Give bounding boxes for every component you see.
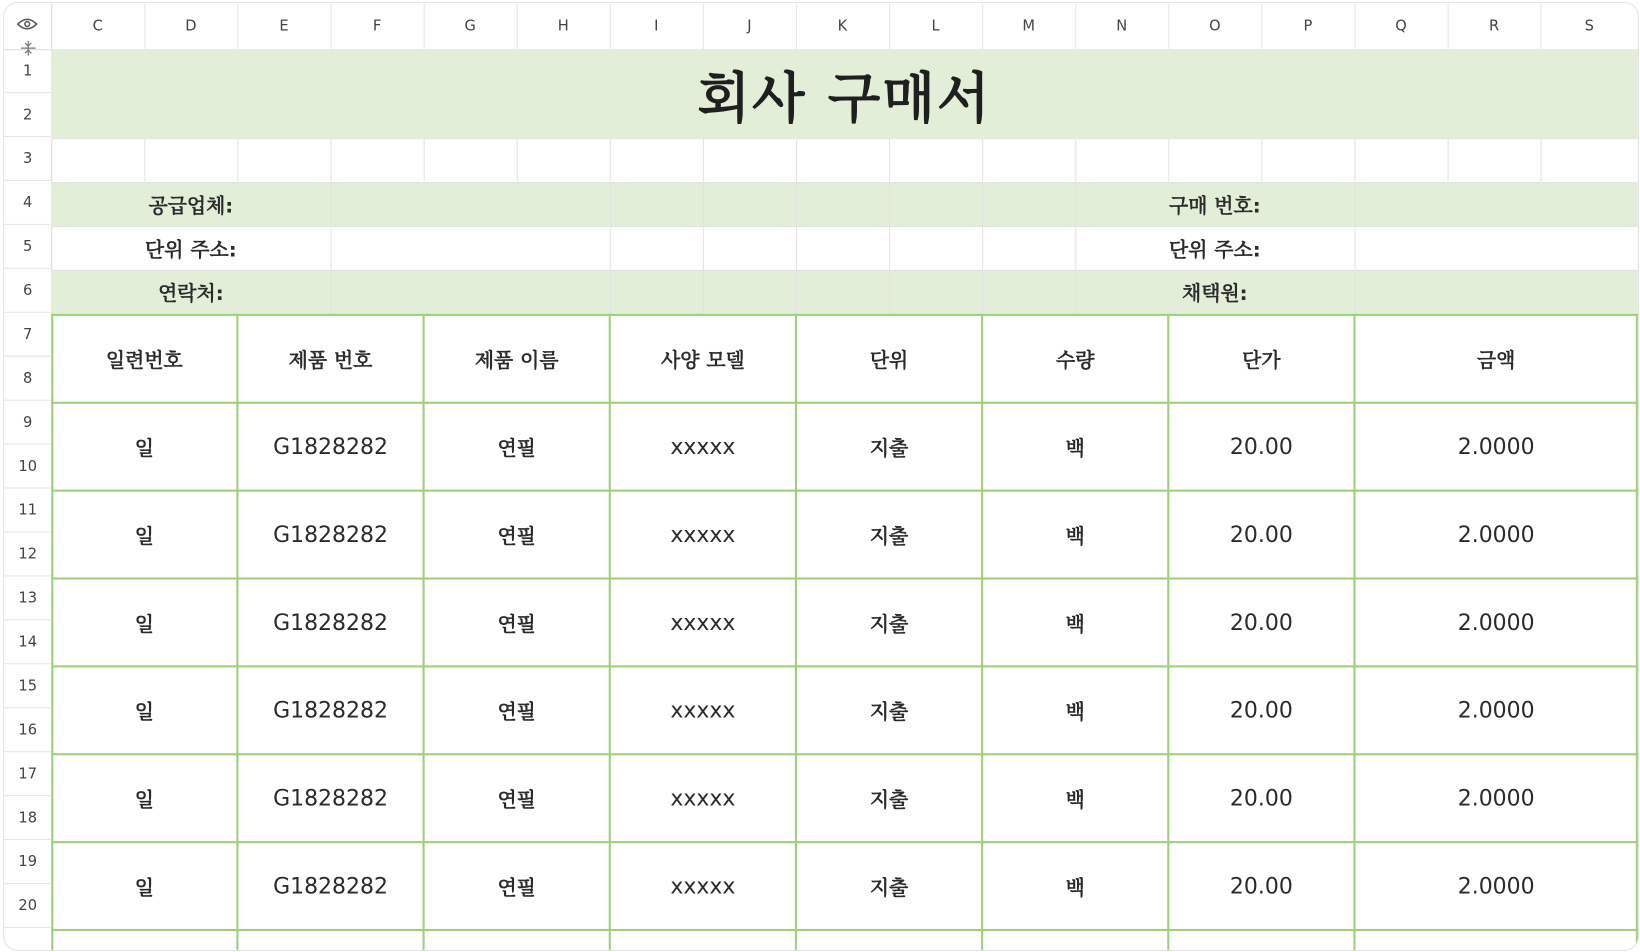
header-unit-price: 단가 <box>1242 348 1281 372</box>
row-header[interactable]: 7 <box>4 313 51 357</box>
table-cell[interactable]: G1828282 <box>273 434 388 460</box>
table-cell[interactable]: xxxxx <box>670 434 736 460</box>
table-cell[interactable]: G1828282 <box>273 522 388 548</box>
column-header-bar <box>4 3 1638 50</box>
table-cell[interactable]: xxxxx <box>670 697 736 723</box>
eye-icon[interactable] <box>17 18 38 31</box>
address-label-right: 단위 주소: <box>1168 237 1261 262</box>
po-number-label: 구매 번호: <box>1168 194 1261 218</box>
table-cell[interactable]: 지출 <box>869 436 909 460</box>
table-cell[interactable]: 20.00 <box>1229 873 1293 899</box>
header-spec-model: 사양 모델 <box>661 348 745 372</box>
buyer-label: 채택원: <box>1182 281 1248 305</box>
contact-label: 연락처: <box>158 281 224 305</box>
table-cell[interactable]: 2.0000 <box>1457 873 1535 899</box>
row-header[interactable]: 16 <box>4 708 51 752</box>
header-product-name: 제품 이름 <box>474 348 559 372</box>
row-header[interactable]: 11 <box>4 489 51 533</box>
table-cell[interactable]: 일 <box>134 524 154 548</box>
table-cell[interactable]: 일 <box>134 436 154 460</box>
table-cell[interactable]: xxxxx <box>670 522 736 548</box>
row-header-bar <box>4 49 52 950</box>
column-header[interactable]: I <box>610 3 704 49</box>
table-cell[interactable]: 2.0000 <box>1457 609 1535 636</box>
column-header[interactable]: J <box>703 3 797 49</box>
column-header[interactable]: G <box>424 3 518 49</box>
column-header[interactable]: E <box>237 3 331 49</box>
column-header[interactable]: R <box>1448 3 1542 49</box>
column-header[interactable]: D <box>144 3 238 49</box>
row-header[interactable]: 5 <box>4 225 51 269</box>
select-all-corner[interactable] <box>4 3 52 49</box>
table-cell[interactable]: xxxxx <box>670 873 736 899</box>
column-header[interactable]: N <box>1075 3 1169 49</box>
table-cell[interactable]: 연필 <box>497 524 536 548</box>
row-header[interactable]: 12 <box>4 532 51 576</box>
row-header[interactable]: 8 <box>4 357 51 401</box>
column-header[interactable]: S <box>1584 17 1594 35</box>
table-cell[interactable]: 20.00 <box>1229 697 1293 723</box>
table-cell[interactable]: 백 <box>1065 700 1085 724</box>
table-cell[interactable]: 2.0000 <box>1457 434 1535 460</box>
table-cell[interactable]: 백 <box>1065 612 1085 636</box>
table-cell[interactable]: 일 <box>134 788 154 812</box>
row-header[interactable]: 2 <box>4 93 51 137</box>
address-label-left: 단위 주소: <box>145 237 237 262</box>
table-cell[interactable]: 연필 <box>497 876 536 900</box>
table-cell[interactable]: 2.0000 <box>1457 785 1535 811</box>
header-unit: 단위 <box>869 348 909 372</box>
table-cell[interactable]: 연필 <box>497 700 536 724</box>
table-cell[interactable]: 백 <box>1065 436 1085 460</box>
table-cell[interactable]: G1828282 <box>273 697 388 723</box>
row-header[interactable]: 10 <box>4 445 51 489</box>
header-amount: 금액 <box>1476 348 1516 372</box>
row-header[interactable]: 6 <box>4 269 51 313</box>
table-cell[interactable]: 일 <box>134 700 154 724</box>
column-header[interactable]: O <box>1168 3 1262 49</box>
row-header[interactable]: 1 <box>4 49 51 93</box>
column-header[interactable]: F <box>331 3 425 49</box>
row-header[interactable]: 18 <box>4 796 51 840</box>
table-cell[interactable]: 백 <box>1065 788 1085 812</box>
header-quantity: 수량 <box>1056 348 1095 372</box>
table-cell[interactable]: 연필 <box>497 436 536 460</box>
table-cell[interactable]: 일 <box>134 876 154 900</box>
row-header[interactable]: 3 <box>4 137 51 181</box>
column-header[interactable]: C <box>51 3 145 49</box>
column-header[interactable]: M <box>982 3 1076 49</box>
column-header[interactable]: P <box>1261 3 1355 49</box>
table-cell[interactable]: G1828282 <box>273 785 388 811</box>
table-cell[interactable]: 백 <box>1065 524 1085 548</box>
table-cell[interactable]: 일 <box>134 612 154 636</box>
table-cell[interactable]: 지출 <box>869 788 909 812</box>
table-cell[interactable]: 20.00 <box>1229 785 1293 811</box>
table-cell[interactable]: 지출 <box>869 876 909 900</box>
page-title: 회사 구매서 <box>697 67 992 131</box>
table-cell[interactable]: 20.00 <box>1229 522 1293 548</box>
table-cell[interactable]: G1828282 <box>273 609 388 636</box>
table-cell[interactable]: 연필 <box>497 788 536 812</box>
table-cell[interactable]: 백 <box>1065 876 1085 900</box>
table-cell[interactable]: 지출 <box>869 612 909 636</box>
spreadsheet <box>3 2 1639 951</box>
row-header[interactable]: 14 <box>4 620 51 664</box>
row-header[interactable]: 4 <box>4 181 51 225</box>
cell-grid[interactable] <box>51 49 1638 950</box>
row-header[interactable]: 15 <box>4 664 51 708</box>
column-header[interactable]: K <box>796 3 890 49</box>
row-header[interactable]: 19 <box>4 840 51 884</box>
table-cell[interactable]: 2.0000 <box>1457 697 1535 723</box>
table-cell[interactable]: 지출 <box>869 700 909 724</box>
column-header[interactable]: H <box>517 3 611 49</box>
table-cell[interactable]: 지출 <box>869 524 909 548</box>
table-cell[interactable]: G1828282 <box>273 873 388 899</box>
header-serial: 일련번호 <box>105 348 183 372</box>
header-product-number: 제품 번호 <box>288 348 373 372</box>
row-header[interactable]: 17 <box>4 752 51 796</box>
table-cell[interactable]: 20.00 <box>1229 434 1293 460</box>
row-header[interactable]: 13 <box>4 576 51 620</box>
supplier-label: 공급업체: <box>148 194 234 218</box>
table-cell[interactable]: xxxxx <box>670 785 736 811</box>
row-header[interactable]: 9 <box>4 401 51 445</box>
table-cell[interactable]: 2.0000 <box>1457 522 1535 548</box>
table-cell[interactable]: 연필 <box>497 612 536 636</box>
table-cell[interactable]: 20.00 <box>1229 609 1293 636</box>
table-cell[interactable]: xxxxx <box>670 609 736 636</box>
column-header[interactable]: Q <box>1354 3 1448 49</box>
row-header[interactable]: 20 <box>4 884 51 928</box>
column-header[interactable]: L <box>889 3 983 49</box>
